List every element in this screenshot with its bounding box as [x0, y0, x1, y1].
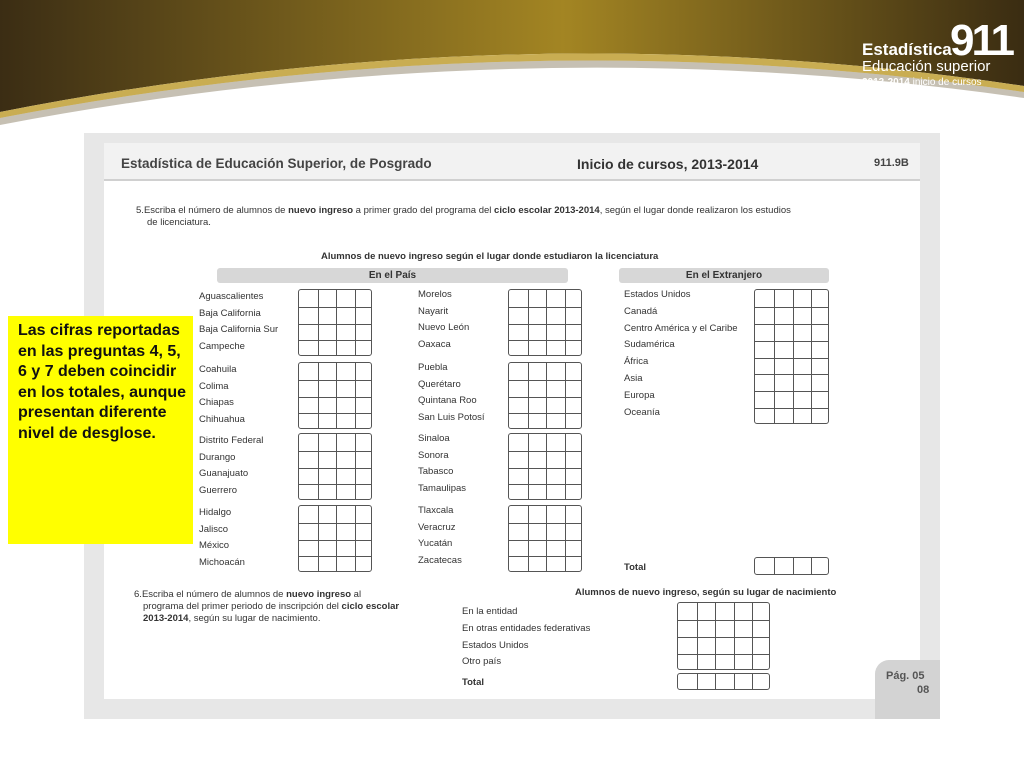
state-input-grid[interactable]: [508, 362, 582, 429]
abroad-input-grid[interactable]: [754, 289, 829, 424]
document-code: 911.9B: [874, 157, 909, 169]
state-label: San Luis Potosí: [418, 412, 485, 424]
q5-subtitle: Alumnos de nuevo ingreso según el lugar donde estudiaron la licenciatura: [321, 251, 659, 262]
state-input-grid[interactable]: [298, 289, 372, 356]
state-label: Coahuila: [199, 364, 237, 375]
birthplace-label: Otro país: [462, 656, 502, 668]
note-callout: [8, 316, 193, 544]
state-input-grid[interactable]: [508, 433, 582, 500]
birthplace-label: Estados Unidos: [462, 639, 529, 651]
total-label: Total: [624, 562, 646, 573]
document-title: Estadística de Educación Superior, de Posgrado: [121, 156, 432, 171]
state-input-grid[interactable]: [298, 505, 372, 572]
country-label: Oceanía: [624, 406, 660, 418]
logo: [862, 14, 1012, 88]
country-label: Sudamérica: [624, 339, 675, 351]
country-label: Centro América y el Caribe: [624, 322, 738, 334]
document-period: Inicio de cursos, 2013-2014: [577, 156, 759, 172]
state-label: Tlaxcala: [418, 505, 454, 516]
note-text: Las cifras reportadas en las preguntas 4, 5, 6 y 7 deben coincidir en los totales, aunque presentan diferente nivel de desglose.: [18, 322, 187, 442]
country-label: Asia: [624, 373, 643, 384]
state-label: Jalisco: [199, 523, 229, 535]
state-label: Distrito Federal: [199, 435, 264, 446]
logo-education: Educación superior: [862, 58, 991, 75]
state-label: Chiapas: [199, 397, 234, 409]
state-label: Sonora: [418, 449, 449, 461]
state-label: Morelos: [418, 289, 452, 300]
state-label: Aguascalientes: [199, 291, 264, 302]
logo-subtitle: 2013-2014 inicio de cursos: [862, 77, 982, 88]
state-label: Hidalgo: [199, 507, 232, 518]
state-label: Baja California: [199, 307, 261, 319]
state-input-grid[interactable]: [298, 433, 372, 500]
state-label: Querétaro: [418, 378, 461, 390]
state-label: Tabasco: [418, 466, 454, 478]
state-input-grid[interactable]: [508, 505, 582, 572]
state-label: Nuevo León: [418, 322, 470, 334]
page-label: Pág. 05: [886, 670, 925, 682]
country-label: Europa: [624, 389, 655, 401]
country-label: Canadá: [624, 305, 658, 317]
birthplace-label: En la entidad: [462, 606, 518, 617]
state-label: Michoacán: [199, 557, 245, 569]
total-input-grid[interactable]: [754, 557, 829, 575]
document-header: [104, 143, 920, 181]
state-input-grid[interactable]: [298, 362, 372, 429]
birthplace-label: En otras entidades federativas: [462, 622, 591, 634]
state-label: Nayarit: [418, 305, 449, 317]
state-label: Zacatecas: [418, 555, 462, 567]
page-number: 08: [917, 684, 930, 696]
state-label: Guerrero: [199, 485, 238, 497]
state-label: Sinaloa: [418, 433, 450, 444]
q6-subtitle: Alumnos de nuevo ingreso, según su lugar de nacimiento: [575, 587, 837, 598]
total-label: Total: [462, 677, 484, 688]
state-label: Yucatán: [418, 538, 453, 550]
logo-911: 911: [950, 16, 1012, 65]
pill-en-el-pais: En el País: [217, 268, 568, 283]
country-label: África: [624, 356, 649, 368]
question-6: 6.Escriba el número de alumnos de nuevo ingreso al programa del primer periodo de inscripción del ciclo escolar 2013-2014, según su lugar de nacimiento.: [134, 589, 400, 624]
state-label: Campeche: [199, 341, 245, 353]
state-label: Quintana Roo: [418, 395, 477, 407]
total-input-grid[interactable]: [677, 673, 770, 690]
state-label: Durango: [199, 451, 236, 463]
state-label: Tamaulipas: [418, 483, 467, 495]
page-corner: [875, 660, 940, 719]
state-input-grid[interactable]: [508, 289, 582, 356]
state-label: México: [199, 540, 230, 552]
pill-en-el-extranjero: En el Extranjero: [619, 268, 829, 283]
birthplace-input-grid[interactable]: [677, 602, 770, 670]
state-label: Baja California Sur: [199, 324, 279, 336]
state-label: Colima: [199, 380, 229, 392]
country-label: Estados Unidos: [624, 289, 691, 300]
question-5: 5.Escriba el número de alumnos de nuevo ingreso a primer grado del programa del ciclo escolar 2013-2014, según el lugar donde realizaron los estudios de licenciatura.: [136, 205, 791, 228]
state-label: Guanajuato: [199, 468, 249, 480]
state-label: Chihuahua: [199, 414, 245, 426]
state-label: Veracruz: [418, 521, 456, 533]
state-label: Puebla: [418, 362, 448, 373]
state-label: Oaxaca: [418, 339, 451, 351]
logo-estadistica: Estadística: [862, 40, 952, 59]
